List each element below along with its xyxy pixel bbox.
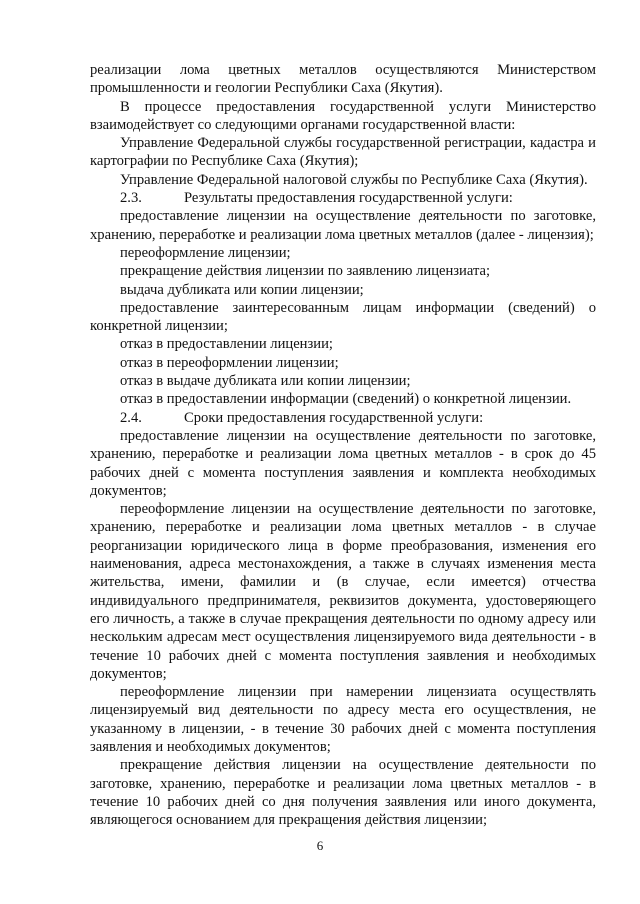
list-item: отказ в предоставлении лицензии; <box>120 336 333 353</box>
paragraph: реализации лома цветных металлов осуществляются Министерством промышленности и геологии Республики Саха (Якутия). <box>90 62 596 97</box>
paragraph: Управление Федеральной налоговой службы по Республике Саха (Якутия). <box>120 171 588 188</box>
section-heading <box>90 189 596 207</box>
section-heading <box>90 409 596 427</box>
section-number: 2.3. <box>120 190 142 207</box>
paragraph: прекращение действия лицензии на осуществление деятельности по заготовке, хранению, переработке и реализации лома цветных металлов - в течение 10 рабочих дней со дня получения заявления или иного документа, являющегося основанием для прекращения действия лицензии; <box>90 757 596 829</box>
section-title: Результаты предоставления государственной услуги: <box>184 190 513 207</box>
list-item: отказ в предоставлении информации (сведений) о конкретной лицензии. <box>120 391 572 408</box>
list-item: предоставление заинтересованным лицам информации (сведений) о конкретной лицензии; <box>90 299 596 335</box>
section-title: Сроки предоставления государственной услуги: <box>184 409 484 426</box>
paragraph: переоформление лицензии на осуществление деятельности по заготовке, хранению, переработке и реализации лома цветных металлов - в случае реорганизации юридического лица в форме преобразования, изменения его наименования, адреса местонахождения, а также в случаях изменения места жительства, имени, фамилии и (в случае, если имеется) отчества индивидуального предпринимателя, реквизитов документа, удостоверяющего его личность, а также в случае прекращения деятельности по одному адресу или нескольким адресам мест осуществления лицензируемого вида деятельности - в течение 10 рабочих дней с момента поступления заявления и необходимых документов; <box>90 501 596 682</box>
list-item: отказ в выдаче дубликата или копии лицензии; <box>120 373 411 390</box>
page-number: 6 <box>316 838 324 853</box>
list-item: переоформление лицензии; <box>120 244 291 261</box>
document-body <box>90 61 596 829</box>
paragraph: Управление Федеральной службы государственной регистрации, кадастра и картографии по Республике Саха (Якутия); <box>90 135 596 170</box>
list-item: отказ в переоформлении лицензии; <box>120 354 339 371</box>
paragraph: предоставление лицензии на осуществление деятельности по заготовке, хранению, переработке и реализации лома цветных металлов - в срок до 45 рабочих дней с момента поступления заявления и комплекта необходимых документов; <box>90 427 596 499</box>
paragraph: предоставление лицензии на осуществление деятельности по заготовке, хранению, переработке и реализации лома цветных металлов (далее - лицензия); <box>90 208 596 243</box>
list-item: прекращение действия лицензии по заявлению лицензиата; <box>120 263 491 280</box>
list-item: выдача дубликата или копии лицензии; <box>120 281 364 298</box>
paragraph: В процессе предоставления государственной услуги Министерство взаимодействует со следующими органами государственной власти: <box>90 98 596 133</box>
paragraph: переоформление лицензии при намерении лицензиата осуществлять лицензируемый вид деятельности по адресу места его осуществления, не указанному в лицензии, - в течение 30 рабочих дней с момента поступления заявления и необходимых документов; <box>90 684 596 755</box>
section-number: 2.4. <box>120 409 142 426</box>
